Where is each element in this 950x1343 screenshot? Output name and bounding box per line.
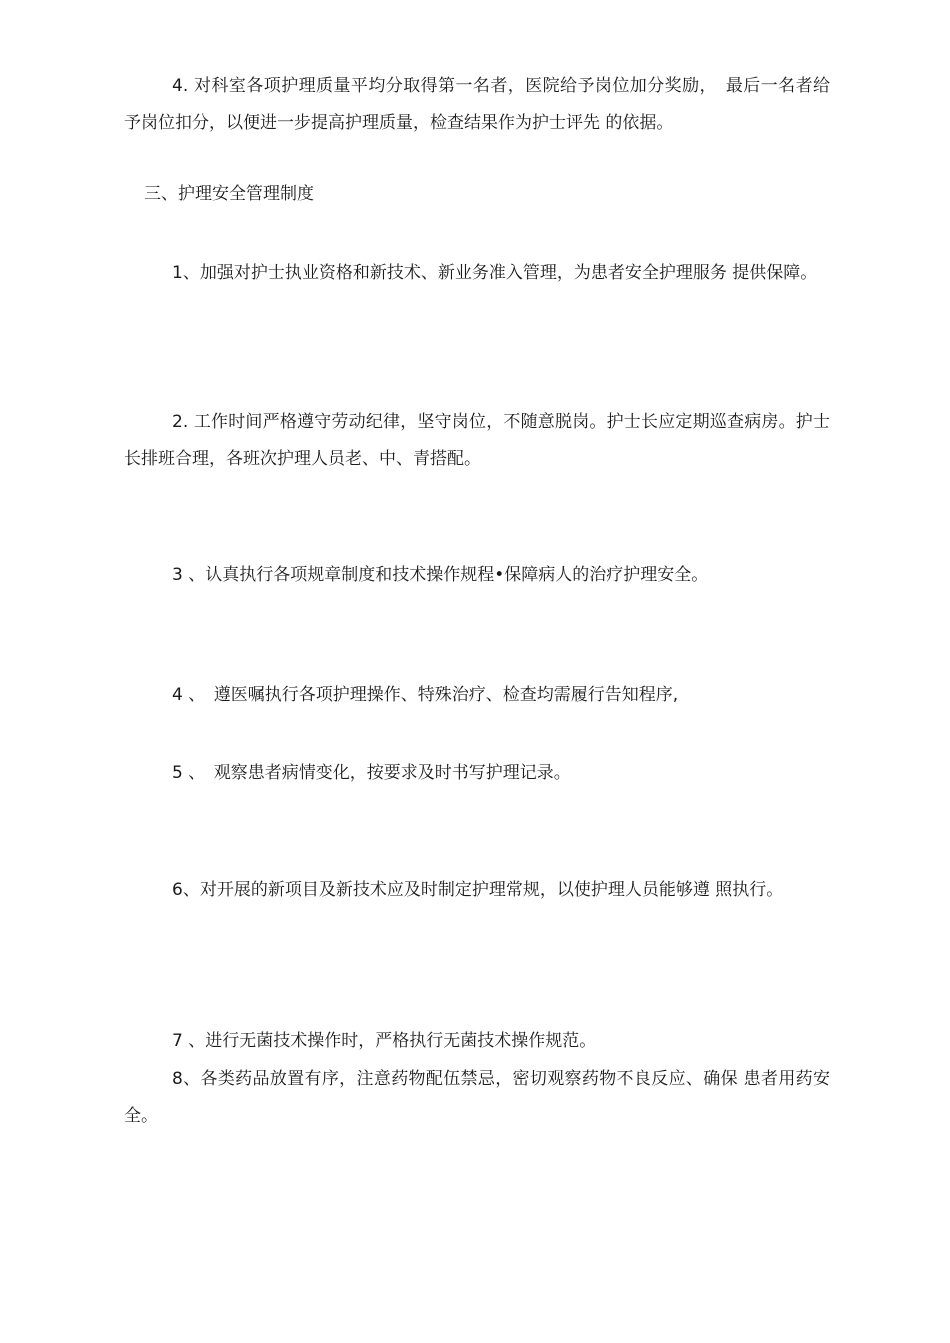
paragraph-item-2: 2. 工作时间严格遵守劳动纪律，坚守岗位，不随意脱岗。护士长应定期巡查病房。护士长排班合理，各班次护理人员老、中、青搭配。 [124, 412, 830, 469]
paragraph-item-7: 7 、进行无菌技术操作时，严格执行无菌技术操作规范。 [172, 1031, 597, 1051]
paragraph-rule-4: 4. 对科室各项护理质量平均分取得第一名者，医院给予岗位加分奖励， 最后一名者给予岗位扣分，以便进一步提高护理质量，检查结果作为护士评先 的依据。 [124, 76, 830, 133]
paragraph-item-1: 1、加强对护士执业资格和新技术、新业务准入管理，为患者安全护理服务 提供保障。 [172, 263, 818, 283]
paragraph-item-4: 4 、 遵医嘱执行各项护理操作、特殊治疗、检查均需履行告知程序, [172, 685, 679, 705]
paragraph-item-8: 8、各类药品放置有序，注意药物配伍禁忌，密切观察药物不良反应、确保 患者用药安全。 [124, 1069, 830, 1126]
paragraph-item-5: 5 、 观察患者病情变化，按要求及时书写护理记录。 [172, 763, 571, 783]
paragraph-item-3: 3 、认真执行各项规章制度和技术操作规程•保障病人的治疗护理安全。 [172, 565, 709, 585]
paragraph-item-6: 6、对开展的新项目及新技术应及时制定护理常规，以使护理人员能够遵 照执行。 [172, 880, 784, 900]
section-heading: 三、护理安全管理制度 [144, 184, 314, 204]
